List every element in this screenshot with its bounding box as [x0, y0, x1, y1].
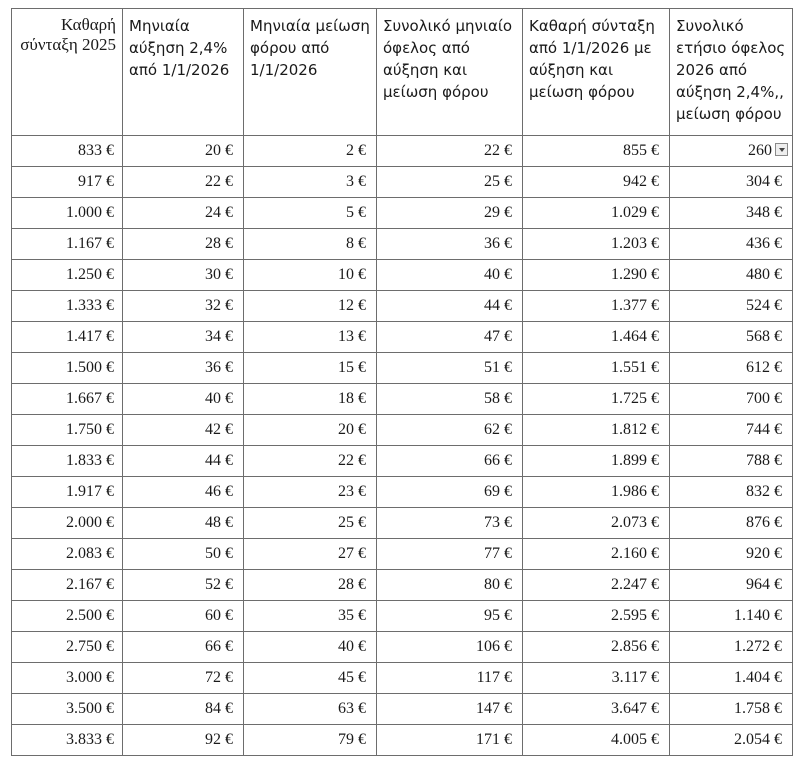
- cell-value: 66 €: [484, 452, 512, 469]
- cell-total-monthly-benefit: [377, 570, 523, 601]
- cell-value: 1.500 €: [66, 359, 114, 376]
- cell-value: 92 €: [205, 731, 233, 748]
- cell-monthly-increase: [123, 446, 244, 477]
- cell-value: 1.667 €: [66, 390, 114, 407]
- cell-net-pension-2026: [523, 477, 670, 508]
- table-row: [12, 694, 793, 725]
- cell-net-pension-2025: [12, 353, 123, 384]
- cell-monthly-increase: [123, 663, 244, 694]
- cell-value: 2.750 €: [66, 638, 114, 655]
- cell-value: 63 €: [338, 700, 366, 717]
- cell-value: 72 €: [205, 669, 233, 686]
- cell-total-annual-benefit: [670, 725, 793, 756]
- cell-value: 22 €: [484, 142, 512, 159]
- cell-value: 2.160 €: [611, 545, 659, 562]
- cell-value: 40 €: [484, 266, 512, 283]
- cell-total-monthly-benefit: [377, 508, 523, 539]
- cell-value: 13 €: [338, 328, 366, 345]
- cell-monthly-tax-reduction: [244, 198, 377, 229]
- cell-total-monthly-benefit: [377, 167, 523, 198]
- cell-value: 1.417 €: [66, 328, 114, 345]
- cell-value: 3 €: [346, 173, 366, 190]
- cell-monthly-tax-reduction: [244, 508, 377, 539]
- cell-value: 36 €: [484, 235, 512, 252]
- header-row: [12, 9, 793, 136]
- cell-value: 876 €: [746, 514, 782, 531]
- cell-value: 2.247 €: [611, 576, 659, 593]
- cell-net-pension-2025: [12, 384, 123, 415]
- cell-value: 1.272 €: [734, 638, 782, 655]
- cell-total-monthly-benefit: [377, 663, 523, 694]
- cell-total-monthly-benefit: [377, 477, 523, 508]
- cell-monthly-increase: [123, 229, 244, 260]
- cell-value: 73 €: [484, 514, 512, 531]
- cell-monthly-tax-reduction: [244, 229, 377, 260]
- cell-total-annual-benefit: [670, 167, 793, 198]
- cell-total-annual-benefit: [670, 570, 793, 601]
- cell-monthly-tax-reduction: [244, 570, 377, 601]
- cell-value: 1.899 €: [611, 452, 659, 469]
- cell-monthly-increase: [123, 260, 244, 291]
- cell-value: 46 €: [205, 483, 233, 500]
- table-row: [12, 601, 793, 632]
- cell-value: 744 €: [746, 421, 782, 438]
- cell-monthly-tax-reduction: [244, 415, 377, 446]
- cell-total-monthly-benefit: [377, 446, 523, 477]
- cell-value: 50 €: [205, 545, 233, 562]
- cell-net-pension-2025: [12, 136, 123, 167]
- cell-value: 34 €: [205, 328, 233, 345]
- cell-value: 1.551 €: [611, 359, 659, 376]
- cell-total-annual-benefit: [670, 136, 793, 167]
- cell-value: 20 €: [338, 421, 366, 438]
- cell-value: 2.000 €: [66, 514, 114, 531]
- cell-net-pension-2026: [523, 446, 670, 477]
- cell-value: 20 €: [205, 142, 233, 159]
- cell-monthly-increase: [123, 322, 244, 353]
- dropdown-arrow-icon[interactable]: [775, 143, 788, 156]
- cell-monthly-tax-reduction: [244, 136, 377, 167]
- cell-net-pension-2026: [523, 322, 670, 353]
- cell-value: 1.812 €: [611, 421, 659, 438]
- cell-net-pension-2026: [523, 570, 670, 601]
- cell-value: 3.833 €: [66, 731, 114, 748]
- cell-value: 348 €: [746, 204, 782, 221]
- cell-value: 1.140 €: [734, 607, 782, 624]
- cell-total-monthly-benefit: [377, 198, 523, 229]
- cell-total-monthly-benefit: [377, 725, 523, 756]
- cell-net-pension-2026: [523, 508, 670, 539]
- cell-value: 66 €: [205, 638, 233, 655]
- cell-value: 1.750 €: [66, 421, 114, 438]
- cell-value: 27 €: [338, 545, 366, 562]
- cell-value: 2.167 €: [66, 576, 114, 593]
- cell-net-pension-2026: [523, 415, 670, 446]
- cell-monthly-tax-reduction: [244, 477, 377, 508]
- cell-monthly-tax-reduction: [244, 384, 377, 415]
- cell-monthly-tax-reduction: [244, 725, 377, 756]
- cell-value: 480 €: [746, 266, 782, 283]
- cell-net-pension-2026: [523, 725, 670, 756]
- cell-value: 1.029 €: [611, 204, 659, 221]
- cell-value: 23 €: [338, 483, 366, 500]
- cell-monthly-increase: [123, 601, 244, 632]
- cell-value: 2.595 €: [611, 607, 659, 624]
- table-row: [12, 632, 793, 663]
- cell-monthly-increase: [123, 353, 244, 384]
- table-row: [12, 291, 793, 322]
- cell-value: 1.404 €: [734, 669, 782, 686]
- cell-value: 1.333 €: [66, 297, 114, 314]
- cell-net-pension-2025: [12, 415, 123, 446]
- header-total-monthly-benefit: Συνολικό μηνιαίο όφελος από αύξηση και μείωση φόρου: [377, 9, 523, 136]
- cell-value: 1.758 €: [734, 700, 782, 717]
- cell-value: 832 €: [746, 483, 782, 500]
- cell-net-pension-2026: [523, 384, 670, 415]
- cell-value: 3.647 €: [611, 700, 659, 717]
- cell-value: 917 €: [78, 173, 114, 190]
- cell-value: 2.856 €: [611, 638, 659, 655]
- cell-total-annual-benefit: [670, 260, 793, 291]
- cell-value: 28 €: [205, 235, 233, 252]
- cell-net-pension-2026: [523, 353, 670, 384]
- cell-value: 47 €: [484, 328, 512, 345]
- table-row: [12, 322, 793, 353]
- cell-value: 1.917 €: [66, 483, 114, 500]
- cell-value: 855 €: [623, 142, 659, 159]
- cell-value: 2.054 €: [734, 731, 782, 748]
- cell-total-annual-benefit: [670, 198, 793, 229]
- cell-monthly-tax-reduction: [244, 446, 377, 477]
- cell-value: 833 €: [78, 142, 114, 159]
- cell-monthly-tax-reduction: [244, 694, 377, 725]
- cell-monthly-tax-reduction: [244, 167, 377, 198]
- header-net-pension-2025: Καθαρή σύνταξη 2025: [12, 9, 123, 136]
- cell-value: 568 €: [746, 328, 782, 345]
- cell-value: 1.725 €: [611, 390, 659, 407]
- cell-value: 28 €: [338, 576, 366, 593]
- table-row: [12, 167, 793, 198]
- cell-value: 45 €: [338, 669, 366, 686]
- cell-value: 2 €: [346, 142, 366, 159]
- cell-value: 4.005 €: [611, 731, 659, 748]
- cell-value: 58 €: [484, 390, 512, 407]
- table-row: [12, 570, 793, 601]
- cell-net-pension-2026: [523, 632, 670, 663]
- cell-total-annual-benefit: [670, 508, 793, 539]
- cell-value: 40 €: [205, 390, 233, 407]
- cell-value: 77 €: [484, 545, 512, 562]
- cell-value: 1.986 €: [611, 483, 659, 500]
- cell-value: 436 €: [746, 235, 782, 252]
- table-row: [12, 229, 793, 260]
- cell-monthly-tax-reduction: [244, 632, 377, 663]
- cell-value: 964 €: [746, 576, 782, 593]
- cell-value: 942 €: [623, 173, 659, 190]
- cell-monthly-increase: [123, 415, 244, 446]
- cell-total-annual-benefit: [670, 663, 793, 694]
- header-monthly-increase: Μηνιαία αύξηση 2,4% από 1/1/2026: [123, 9, 244, 136]
- cell-total-monthly-benefit: [377, 415, 523, 446]
- cell-value: 2.073 €: [611, 514, 659, 531]
- cell-net-pension-2025: [12, 539, 123, 570]
- cell-value: 25 €: [484, 173, 512, 190]
- cell-value: 171 €: [476, 731, 512, 748]
- cell-value: 44 €: [484, 297, 512, 314]
- cell-total-monthly-benefit: [377, 353, 523, 384]
- cell-value: 25 €: [338, 514, 366, 531]
- cell-value: 10 €: [338, 266, 366, 283]
- cell-net-pension-2026: [523, 136, 670, 167]
- cell-total-annual-benefit: [670, 632, 793, 663]
- cell-value: 1.167 €: [66, 235, 114, 252]
- cell-monthly-tax-reduction: [244, 601, 377, 632]
- cell-value: 15 €: [338, 359, 366, 376]
- cell-total-monthly-benefit: [377, 229, 523, 260]
- cell-net-pension-2025: [12, 446, 123, 477]
- cell-net-pension-2025: [12, 167, 123, 198]
- cell-total-annual-benefit: [670, 539, 793, 570]
- cell-value: 3.000 €: [66, 669, 114, 686]
- cell-net-pension-2026: [523, 229, 670, 260]
- cell-value: 79 €: [338, 731, 366, 748]
- cell-monthly-increase: [123, 477, 244, 508]
- pension-table: [11, 8, 793, 756]
- cell-value: 30 €: [205, 266, 233, 283]
- cell-value: 52 €: [205, 576, 233, 593]
- cell-value: 80 €: [484, 576, 512, 593]
- cell-monthly-tax-reduction: [244, 260, 377, 291]
- cell-value: 51 €: [484, 359, 512, 376]
- cell-value: 35 €: [338, 607, 366, 624]
- cell-total-monthly-benefit: [377, 384, 523, 415]
- cell-monthly-tax-reduction: [244, 291, 377, 322]
- cell-value: 1.833 €: [66, 452, 114, 469]
- cell-total-annual-benefit: [670, 601, 793, 632]
- cell-net-pension-2025: [12, 663, 123, 694]
- header-monthly-tax-reduction: Μηνιαία μείωση φόρου από 1/1/2026: [244, 9, 377, 136]
- cell-value: 95 €: [484, 607, 512, 624]
- cell-total-monthly-benefit: [377, 632, 523, 663]
- cell-value: 5 €: [346, 204, 366, 221]
- cell-monthly-increase: [123, 291, 244, 322]
- cell-net-pension-2025: [12, 477, 123, 508]
- cell-value: 1.464 €: [611, 328, 659, 345]
- cell-monthly-increase: [123, 167, 244, 198]
- cell-net-pension-2025: [12, 694, 123, 725]
- cell-monthly-increase: [123, 384, 244, 415]
- cell-monthly-increase: [123, 508, 244, 539]
- cell-total-monthly-benefit: [377, 260, 523, 291]
- cell-monthly-increase: [123, 136, 244, 167]
- table-row: [12, 446, 793, 477]
- cell-value: 24 €: [205, 204, 233, 221]
- cell-total-annual-benefit: [670, 322, 793, 353]
- cell-value: 920 €: [746, 545, 782, 562]
- header-total-annual-benefit: Συνολικό ετήσιο όφελος 2026 από αύξηση 2,4%,, μείωση φόρου: [670, 9, 793, 136]
- cell-value: 3.117 €: [611, 669, 659, 686]
- cell-total-monthly-benefit: [377, 694, 523, 725]
- cell-value: 32 €: [205, 297, 233, 314]
- cell-total-monthly-benefit: [377, 601, 523, 632]
- cell-value: 117 €: [476, 669, 512, 686]
- cell-monthly-increase: [123, 694, 244, 725]
- cell-value: 22 €: [205, 173, 233, 190]
- cell-value: 1.290 €: [611, 266, 659, 283]
- cell-value: 304 €: [746, 173, 782, 190]
- cell-value: 84 €: [205, 700, 233, 717]
- cell-total-monthly-benefit: [377, 291, 523, 322]
- cell-value: 524 €: [746, 297, 782, 314]
- table-row: [12, 725, 793, 756]
- header-net-pension-2026: Καθαρή σύνταξη από 1/1/2026 με αύξηση και μείωση φόρου: [523, 9, 670, 136]
- table-row: [12, 477, 793, 508]
- cell-value: 69 €: [484, 483, 512, 500]
- cell-monthly-tax-reduction: [244, 353, 377, 384]
- cell-net-pension-2026: [523, 539, 670, 570]
- table-body: [12, 136, 793, 756]
- cell-total-annual-benefit: [670, 446, 793, 477]
- cell-net-pension-2025: [12, 508, 123, 539]
- cell-value: 62 €: [484, 421, 512, 438]
- table-row: [12, 260, 793, 291]
- table-row: [12, 198, 793, 229]
- table-row: [12, 353, 793, 384]
- cell-monthly-increase: [123, 539, 244, 570]
- cell-net-pension-2025: [12, 725, 123, 756]
- cell-value: 42 €: [205, 421, 233, 438]
- table-row: [12, 539, 793, 570]
- cell-net-pension-2025: [12, 229, 123, 260]
- cell-value: 106 €: [476, 638, 512, 655]
- cell-net-pension-2026: [523, 198, 670, 229]
- cell-value: 60 €: [205, 607, 233, 624]
- cell-value: 700 €: [746, 390, 782, 407]
- cell-value: 2.083 €: [66, 545, 114, 562]
- cell-value: 1.000 €: [66, 204, 114, 221]
- cell-monthly-tax-reduction: [244, 539, 377, 570]
- cell-net-pension-2026: [523, 663, 670, 694]
- cell-net-pension-2026: [523, 601, 670, 632]
- cell-value: 260: [748, 142, 772, 159]
- cell-net-pension-2026: [523, 260, 670, 291]
- cell-total-monthly-benefit: [377, 322, 523, 353]
- cell-value: 2.500 €: [66, 607, 114, 624]
- cell-value: 1.250 €: [66, 266, 114, 283]
- cell-value: 40 €: [338, 638, 366, 655]
- cell-net-pension-2025: [12, 291, 123, 322]
- cell-value: 8 €: [346, 235, 366, 252]
- cell-net-pension-2026: [523, 291, 670, 322]
- cell-total-annual-benefit: [670, 229, 793, 260]
- cell-total-annual-benefit: [670, 384, 793, 415]
- cell-value: 29 €: [484, 204, 512, 221]
- cell-total-annual-benefit: [670, 415, 793, 446]
- cell-value: 1.203 €: [611, 235, 659, 252]
- cell-net-pension-2025: [12, 260, 123, 291]
- cell-net-pension-2025: [12, 322, 123, 353]
- cell-monthly-tax-reduction: [244, 322, 377, 353]
- cell-total-annual-benefit: [670, 477, 793, 508]
- table-row: [12, 663, 793, 694]
- cell-net-pension-2025: [12, 632, 123, 663]
- cell-value: 3.500 €: [66, 700, 114, 717]
- cell-value: 36 €: [205, 359, 233, 376]
- cell-net-pension-2025: [12, 570, 123, 601]
- cell-value: 18 €: [338, 390, 366, 407]
- cell-monthly-increase: [123, 198, 244, 229]
- cell-value: 1.377 €: [611, 297, 659, 314]
- cell-total-annual-benefit: [670, 694, 793, 725]
- table-row: [12, 415, 793, 446]
- cell-total-monthly-benefit: [377, 539, 523, 570]
- cell-value: 22 €: [338, 452, 366, 469]
- table-row: [12, 136, 793, 167]
- cell-monthly-increase: [123, 570, 244, 601]
- cell-net-pension-2025: [12, 601, 123, 632]
- cell-net-pension-2025: [12, 198, 123, 229]
- cell-total-annual-benefit: [670, 291, 793, 322]
- cell-value: 612 €: [746, 359, 782, 376]
- cell-total-monthly-benefit: [377, 136, 523, 167]
- cell-value: 12 €: [338, 297, 366, 314]
- cell-monthly-increase: [123, 725, 244, 756]
- cell-value: 788 €: [746, 452, 782, 469]
- cell-monthly-tax-reduction: [244, 663, 377, 694]
- cell-monthly-increase: [123, 632, 244, 663]
- cell-value: 44 €: [205, 452, 233, 469]
- table-row: [12, 384, 793, 415]
- cell-value: 48 €: [205, 514, 233, 531]
- table-row: [12, 508, 793, 539]
- cell-net-pension-2026: [523, 167, 670, 198]
- cell-total-annual-benefit: [670, 353, 793, 384]
- cell-value: 147 €: [476, 700, 512, 717]
- cell-net-pension-2026: [523, 694, 670, 725]
